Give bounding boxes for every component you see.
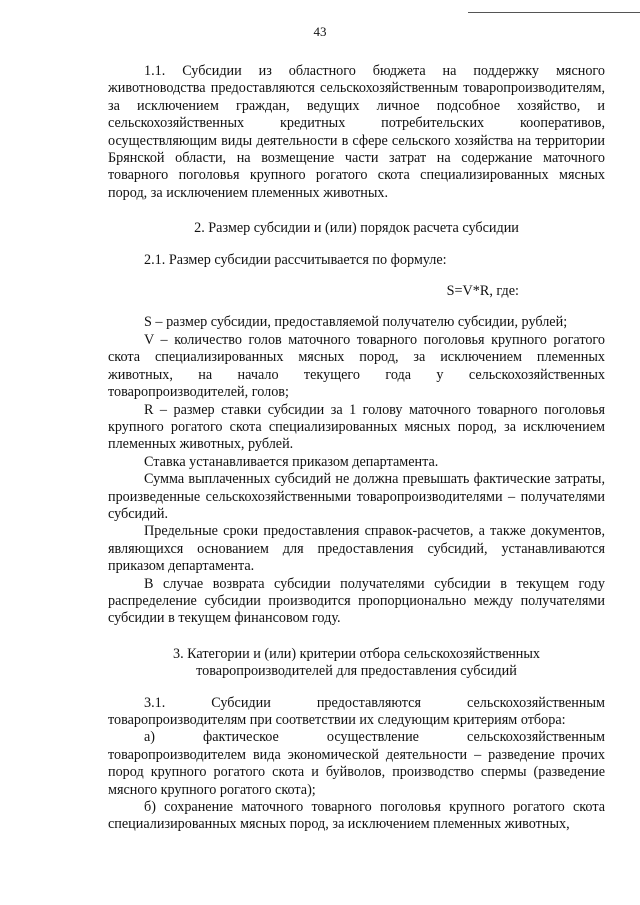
section-heading-3-line-2: товаропроизводителей для предоставления субсидий bbox=[196, 663, 517, 680]
page-number: 43 bbox=[313, 24, 327, 39]
paragraph-1-1: 1.1. Субсидии из областного бюджета на поддержку мясного животноводства предоставляются сельскохозяйственным товаропроизводителям, за исключением граждан, ведущих личное подсобное хозяйство, и сельскохозяйственных кредитных потребительских кооперативов, осуществляющим виды деятельности в сфере сельского хозяйства на территории Брянской области, на возмещение части затрат на содержание маточного товарного поголовья крупного рогатого скота специализированных мясных пород, за исключением племенных животных. bbox=[108, 63, 605, 201]
definition-r: R – размер ставки субсидии за 1 голову маточного товарного поголовья крупного рогатого скота специализированных мясных пород, за исключением племенных животных, рублей. bbox=[108, 401, 605, 453]
paragraph-3-1: 3.1. Субсидии предоставляются сельскохозяйственным товаропроизводителям при соответствии их следующим критериям отбора: bbox=[108, 694, 605, 728]
paragraph-deadlines: Предельные сроки предоставления справок-расчетов, а также документов, являющихся основанием для предоставления субсидий, устанавливаются приказом департамента. bbox=[108, 523, 605, 575]
document-body bbox=[108, 63, 605, 834]
paragraph-2-1: 2.1. Размер субсидии рассчитывается по формуле: bbox=[144, 251, 447, 268]
paragraph-sum-limit: Сумма выплаченных субсидий не должна превышать фактические затраты, произведенные сельскохозяйственными товаропроизводителями – получателями субсидий. bbox=[108, 471, 605, 522]
definition-s: S – размер субсидии, предоставляемой получателю субсидии, рублей; bbox=[144, 314, 568, 331]
section-heading-3-line-1: 3. Категории и (или) критерии отбора сельскохозяйственных bbox=[172, 645, 541, 662]
criterion-a: а) фактическое осуществление сельскохозяйственным товаропроизводителем вида экономической деятельности – разведение прочих пород крупного рогатого скота и буйволов, производство спермы (разведение мясного крупного рогатого скота); bbox=[108, 729, 605, 798]
formula: S=V*R, где: bbox=[446, 283, 519, 300]
section-heading-2: 2. Размер субсидии и (или) порядок расчета субсидии bbox=[194, 220, 519, 237]
paragraph-rate: Ставка устанавливается приказом департамента. bbox=[144, 453, 439, 470]
definition-v: V – количество голов маточного товарного поголовья крупного рогатого скота специализированных мясных пород, за исключением племенных животных, на начало текущего года у сельскохозяйственных товаропроизводителей, голов; bbox=[108, 331, 605, 401]
paragraph-refund: В случае возврата субсидии получателями субсидии в текущем году распределение субсидии производится пропорционально между получателями субсидии в текущем финансовом году. bbox=[108, 575, 605, 627]
criterion-b: б) сохранение маточного товарного поголовья крупного рогатого скота специализированных мясных пород, за исключением племенных животных, bbox=[108, 799, 605, 833]
top-rule bbox=[468, 12, 640, 13]
